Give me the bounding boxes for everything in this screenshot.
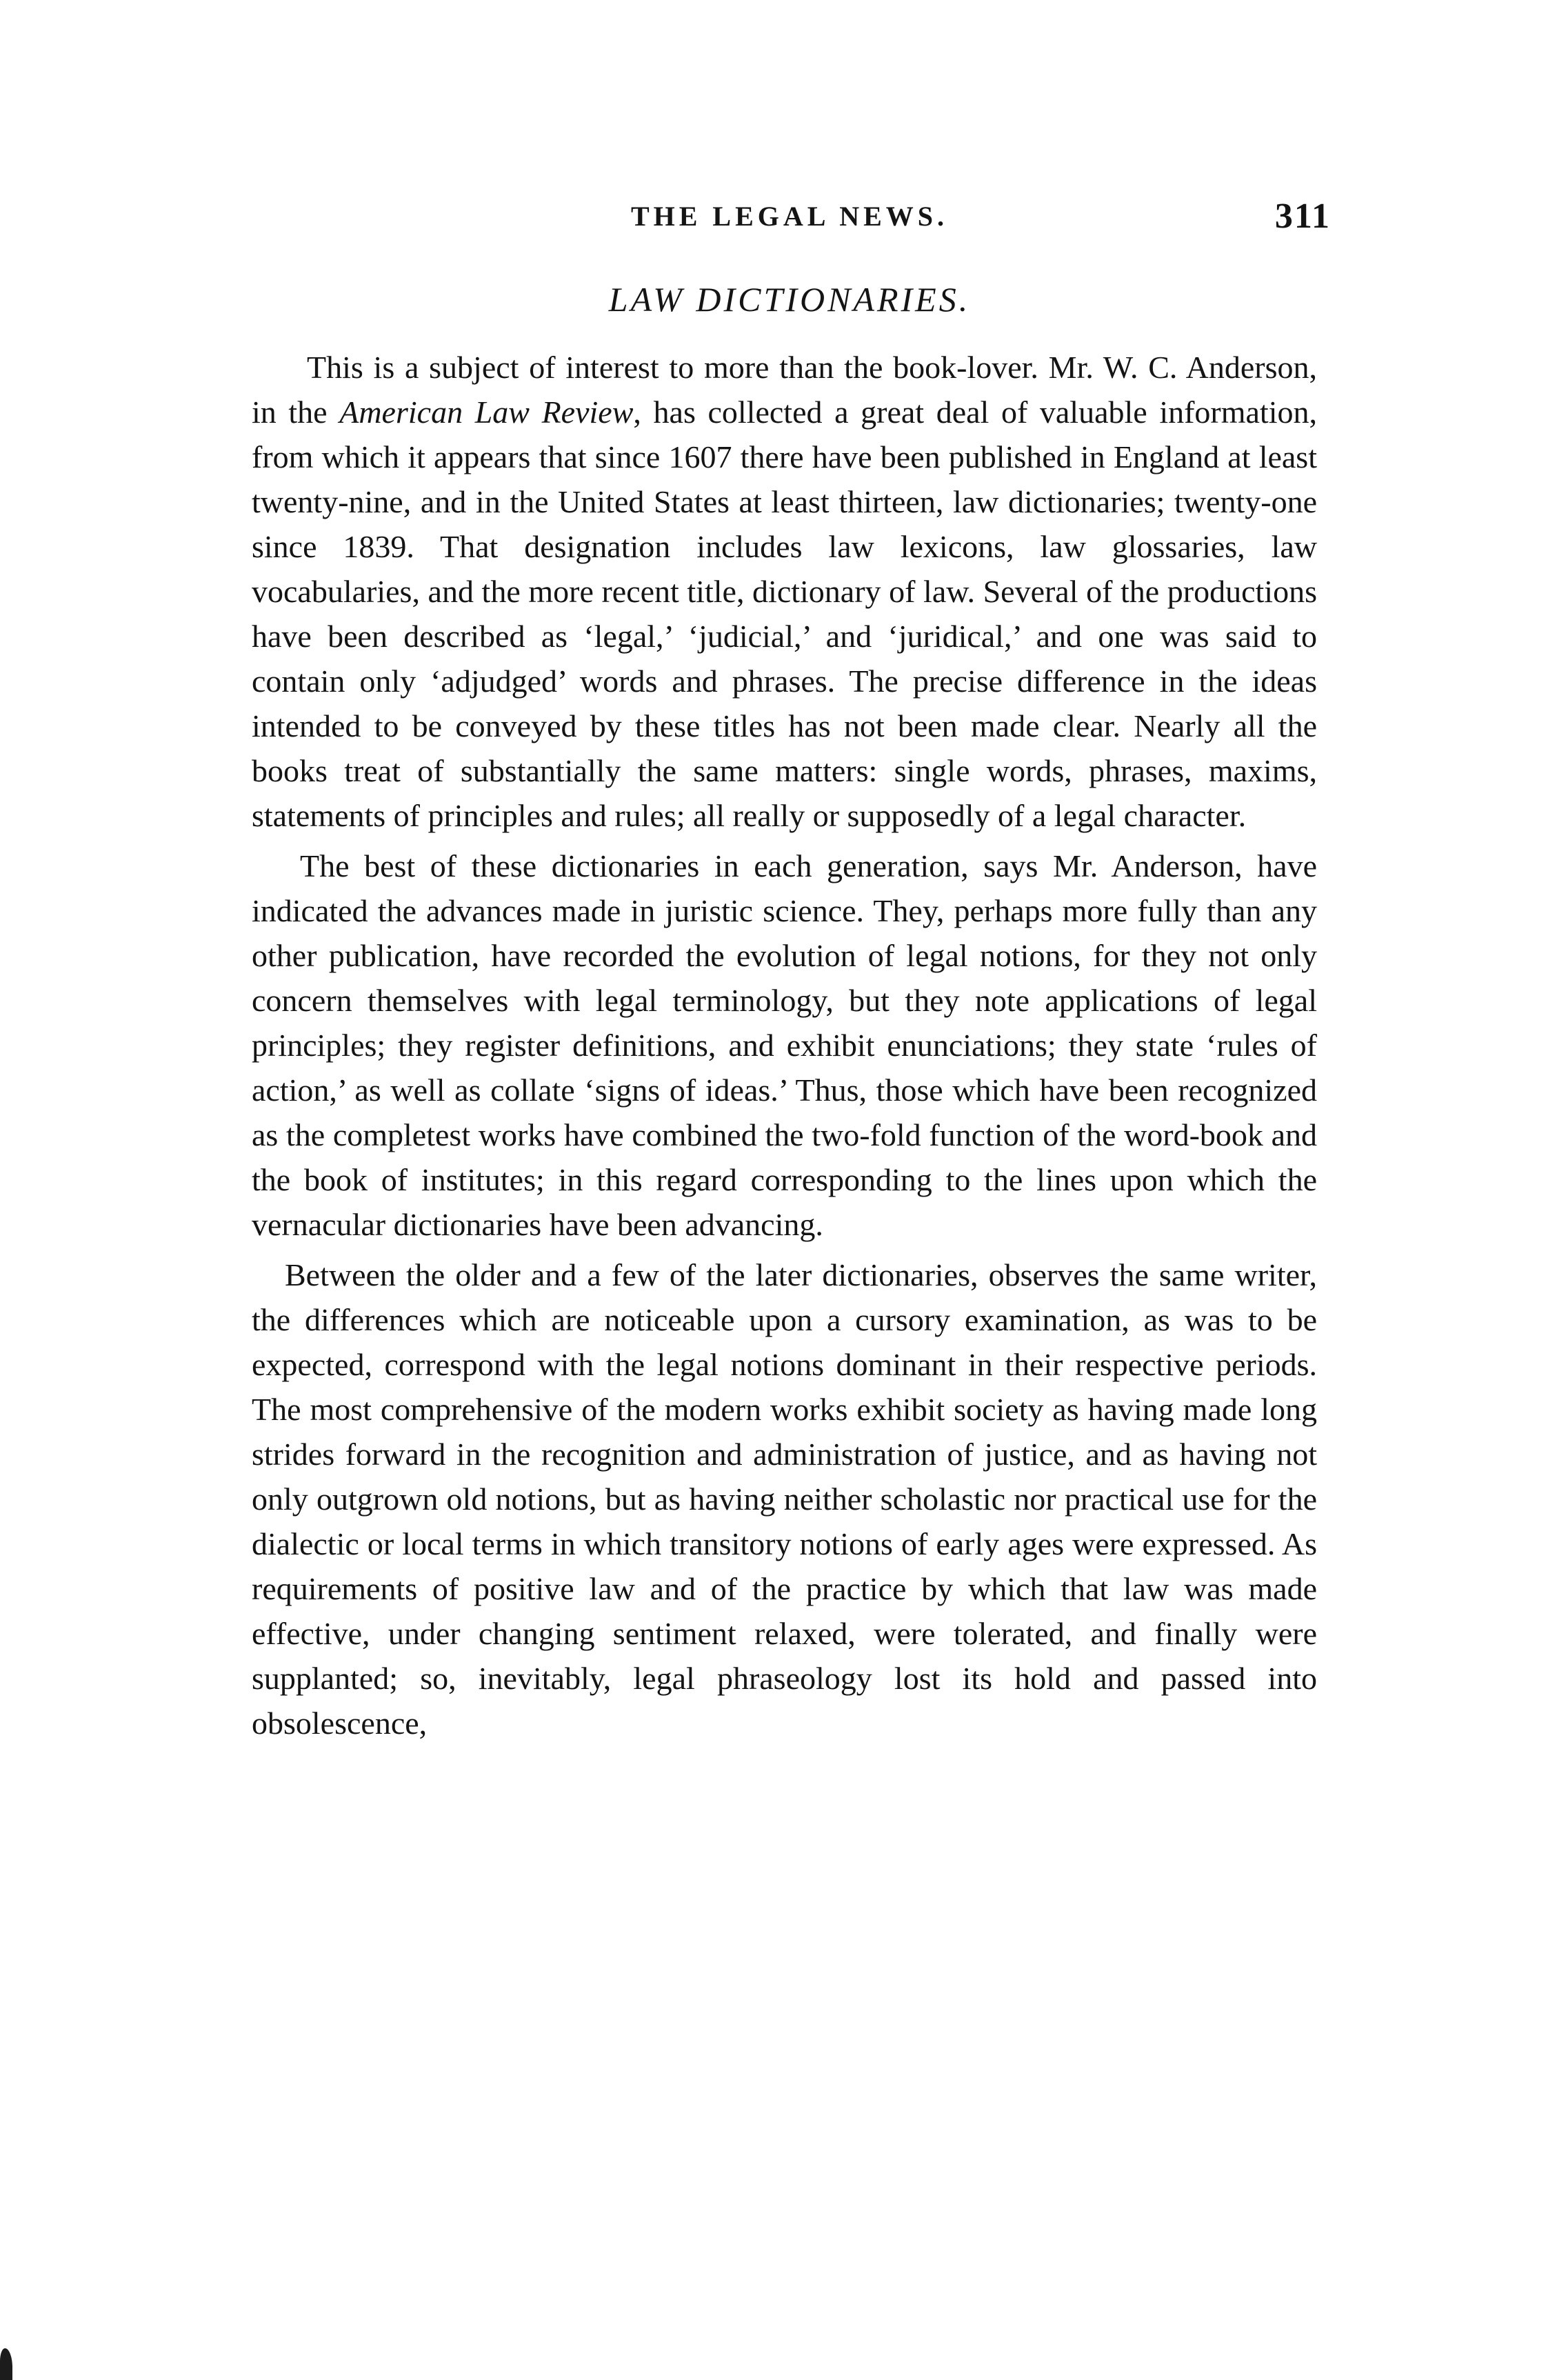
paragraph-1-text-b: , has collected a great deal of valuable information, from which it appears that since 1607 there have been published in England at least twenty-nine, and in the United States at least thirteen, law dictionaries; twenty-one since 1839. That designation includes law lexicons, law glossaries, law vocabularies, and the more recent title, dictionary of law. Several of the productions have been described as ‘legal,’ ‘judicial,’ and ‘juridical,’ and one was said to contain only ‘adjudged’ words and phrases. The precise difference in the ideas intended to be conveyed by these titles has not been made clear. Nearly all the books treat of substantially the same matters: single words, phrases, maxims, statements of principles and rules; all really or supposedly of a legal character.: [252, 394, 1317, 833]
page-number: 311: [1274, 197, 1331, 236]
running-header: [248, 197, 1331, 248]
article-body: [252, 345, 1317, 1751]
journal-title: American Law Review: [339, 394, 634, 430]
paragraph-3: Between the older and a few of the later dictionaries, observes the same writer, the differences which are noticeable upon a cursory examination, as was to be expected, correspond with the legal notions dominant in their respective periods. The most comprehensive of the modern works exhibit society as having made long strides forward in the recognition and administration of justice, and as having not only outgrown old notions, but as having neither scholastic nor practical use for the dialectic or local terms in which transitory notions of early ages were expressed. As requirements of positive law and of the practice by which that law was made effective, under changing sentiment relaxed, were tolerated, and finally were supplanted; so, inevitably, legal phraseology lost its hold and passed into obsolescence,: [252, 1257, 1317, 1741]
paragraph-1-text-a: This is a subject of interest to more than the book-lover. Mr. W. C. Anderson, in the: [252, 350, 1317, 430]
article-title: LAW DICTIONARIES.: [608, 280, 971, 319]
scan-blemish: [0, 2348, 12, 2380]
paragraph-1: [252, 345, 1317, 838]
running-title: THE LEGAL NEWS.: [630, 201, 949, 232]
paragraph-2: The best of these dictionaries in each generation, says Mr. Anderson, have indicated the advances made in juristic science. They, perhaps more fully than any other publication, have recorded the evolution of legal notions, for they not only concern themselves with legal terminology, but they note applications of legal principles; they register definitions, and exhibit enunciations; they state ‘rules of action,’ as well as collate ‘signs of ideas.’ Thus, those which have been recognized as the completest works have combined the two-fold function of the word-book and the book of institutes; in this regard corresponding to the lines upon which the vernacular dictionaries have been advancing.: [252, 848, 1317, 1242]
